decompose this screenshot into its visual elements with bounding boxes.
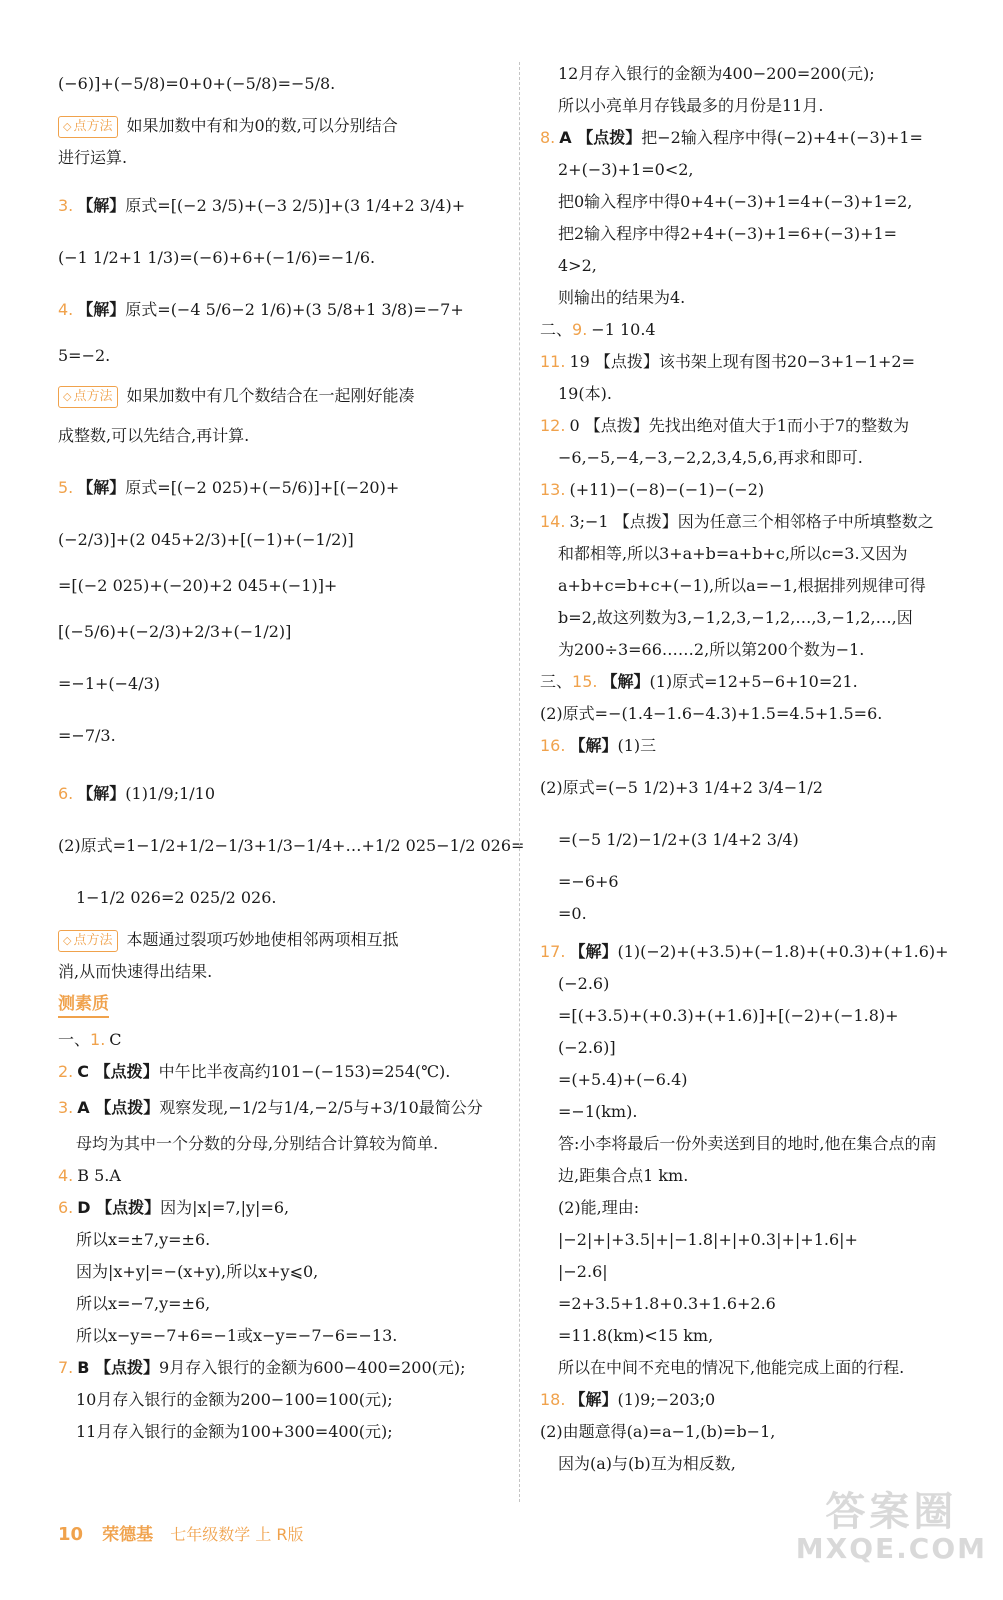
line-item — [540, 1352, 985, 1384]
line-item — [540, 186, 985, 218]
left-column — [58, 58, 525, 1448]
line-text: 边,距集合点1 km. — [558, 1166, 689, 1185]
line-item — [58, 462, 502, 514]
line-item — [58, 606, 502, 658]
watermark — [796, 1490, 987, 1564]
line-item — [58, 988, 502, 1024]
line-text: 因为(a)与(b)互为相反数, — [558, 1454, 736, 1473]
line-item — [540, 634, 985, 666]
line-item — [540, 154, 985, 186]
lightbulb-icon: ◇ — [63, 389, 72, 403]
line-item — [540, 250, 985, 282]
watermark-line1: 答案圈 — [825, 1489, 958, 1535]
question-number: 6. — [58, 1198, 74, 1217]
line-item — [58, 1256, 502, 1288]
line-text: b=2,故这列数为3,−1,2,3,−1,2,…,3,−1,2,…,因 — [558, 608, 913, 627]
line-item — [540, 730, 985, 762]
page-footer — [58, 1520, 304, 1545]
tip-text: 如果加数中有和为0的数,可以分别结合 — [126, 116, 398, 135]
line-text: =−7/3. — [58, 726, 116, 745]
line-item — [540, 1032, 985, 1064]
solution-label: 【解】 — [569, 1390, 618, 1409]
line-item — [540, 814, 985, 866]
solution-label: 【解】 — [569, 942, 618, 961]
line-item — [540, 1256, 985, 1288]
question-text: (+11)−(−8)−(−1)−(−2) — [569, 480, 765, 499]
question-text: 0 【点拨】先找出绝对值大于1而小于7的整数为 — [569, 416, 910, 435]
line-text: =0. — [558, 904, 587, 923]
line-text: a+b+c=b+c+(−1),所以a=−1,根据排列规律可得 — [558, 576, 926, 595]
line-item — [540, 218, 985, 250]
question-number: 7. — [58, 1358, 74, 1377]
line-item — [540, 602, 985, 634]
tip-text: 本题通过裂项巧妙地使相邻两项相互抵 — [126, 930, 399, 949]
line-text: 所以x=−7,y=±6, — [76, 1294, 211, 1313]
line-item — [58, 956, 502, 988]
line-item — [540, 410, 985, 442]
method-tip-tag: ◇ 点方法 — [58, 930, 118, 952]
line-text: 5=−2. — [58, 346, 111, 365]
line-text: 把0输入程序中得0+4+(−3)+1=4+(−3)+1=2, — [558, 192, 913, 211]
column-divider — [519, 62, 520, 1502]
line-text: 所以x−y=−7+6=−1或x−y=−7−6=−13. — [76, 1326, 398, 1345]
line-text: |−2.6| — [558, 1262, 608, 1281]
line-item — [58, 1128, 502, 1160]
line-text: (−2.6) — [558, 974, 610, 993]
method-tip-tag: ◇ 点方法 — [58, 386, 118, 408]
answer-choice: C — [77, 1062, 95, 1081]
answer-choice: D — [77, 1198, 97, 1217]
question-text: C — [109, 1030, 122, 1049]
line-text: =2+3.5+1.8+0.3+1.6+2.6 — [558, 1294, 776, 1313]
line-item — [58, 284, 502, 336]
book-subtitle: 七年级数学 上 R版 — [170, 1525, 304, 1544]
question-text: 3;−1 【点拨】因为任意三个相邻格子中所填整数之 — [569, 512, 934, 531]
line-text: |−2|+|+3.5|+|−1.8|+|+0.3|+|+1.6|+ — [558, 1230, 858, 1249]
question-text: 中午比半夜高约101−(−153)=254(℃). — [158, 1062, 451, 1081]
line-item — [58, 820, 525, 872]
solution-label: 【点拨】 — [577, 128, 642, 147]
question-number: 3. — [58, 1098, 74, 1117]
question-number: 5. — [58, 478, 74, 497]
question-text: (1)(−2)+(+3.5)+(−1.8)+(+0.3)+(+1.6)+ — [617, 942, 949, 961]
section-prefix: 二、 — [540, 320, 573, 339]
line-text: 所以在中间不充电的情况下,他能完成上面的行程. — [558, 1358, 905, 1377]
line-item — [540, 1288, 985, 1320]
question-number: 11. — [540, 352, 566, 371]
line-text: 12月存入银行的金额为400−200=200(元); — [558, 64, 875, 83]
solution-label: 【解】 — [601, 672, 650, 691]
solution-label: 【点拨】 — [94, 1062, 159, 1081]
question-text: (1)原式=12+5−6+10=21. — [649, 672, 858, 691]
section-prefix: 一、 — [58, 1030, 91, 1049]
line-text: (2)由题意得(a)=a−1,(b)=b−1, — [540, 1422, 776, 1441]
line-text: =[(+3.5)+(+0.3)+(+1.6)]+[(−2)+(−1.8)+ — [558, 1006, 899, 1025]
line-item — [58, 1416, 502, 1448]
line-item — [540, 666, 985, 698]
answer-choice: A — [559, 128, 578, 147]
line-text: =[(−2 025)+(−20)+2 045+(−1)]+ — [58, 576, 338, 595]
solution-label: 【解】 — [77, 478, 126, 497]
section-prefix: 三、 — [540, 672, 573, 691]
line-item — [540, 506, 985, 538]
question-text: 观察发现,−1/2与1/4,−2/5与+3/10最简公分 — [159, 1098, 483, 1117]
line-item — [58, 1384, 502, 1416]
question-number: 3. — [58, 196, 74, 215]
line-item — [540, 122, 985, 154]
question-number: 16. — [540, 736, 566, 755]
question-text: 原式=[(−2 025)+(−5/6)]+[(−20)+ — [125, 478, 400, 497]
line-text: 为200÷3=66……2,所以第200个数为−1. — [558, 640, 865, 659]
line-item — [540, 538, 985, 570]
line-item — [540, 442, 985, 474]
line-text: (2)原式=1−1/2+1/2−1/3+1/3−1/4+…+1/2 025−1/2 026= — [58, 836, 525, 855]
line-item — [540, 1128, 985, 1160]
line-text: (2)原式=−(1.4−1.6−4.3)+1.5=4.5+1.5=6. — [540, 704, 883, 723]
line-text: =11.8(km)<15 km, — [558, 1326, 714, 1345]
line-item — [540, 1160, 985, 1192]
line-item — [540, 968, 985, 1000]
line-text: 1−1/2 026=2 025/2 026. — [76, 888, 277, 907]
line-item — [540, 762, 985, 814]
question-number: 14. — [540, 512, 566, 531]
question-number: 1. — [90, 1030, 106, 1049]
line-text: 11月存入银行的金额为100+300=400(元); — [76, 1422, 393, 1441]
line-item — [58, 514, 502, 566]
line-item — [58, 1056, 502, 1088]
question-number: 12. — [540, 416, 566, 435]
line-item — [58, 1088, 502, 1128]
section-title: 测素质 — [58, 992, 109, 1018]
line-text: 和都相等,所以3+a+b=a+b+c,所以c=3.又因为 — [558, 544, 908, 563]
solution-label: 【解】 — [77, 784, 126, 803]
line-text: −6,−5,−4,−3,−2,2,3,4,5,6,再求和即可. — [558, 448, 863, 467]
lightbulb-icon: ◇ — [63, 933, 72, 947]
line-item — [58, 110, 502, 142]
line-text: 19(本). — [558, 384, 612, 403]
line-text: 则输出的结果为4. — [558, 288, 686, 307]
line-item — [58, 336, 502, 376]
question-number: 18. — [540, 1390, 566, 1409]
question-number: 15. — [572, 672, 598, 691]
answer-choice: A — [77, 1098, 96, 1117]
line-text: 母均为其中一个分数的分母,分别结合计算较为简单. — [76, 1134, 439, 1153]
line-text: (−2/3)]+(2 045+2/3)+[(−1)+(−1/2)] — [58, 530, 354, 549]
line-text: 所以x=±7,y=±6. — [76, 1230, 211, 1249]
line-item — [540, 314, 985, 346]
line-text: 所以小亮单月存钱最多的月份是11月. — [558, 96, 824, 115]
line-text: =−1+(−4/3) — [58, 674, 161, 693]
line-text: 因为|x+y|=−(x+y),所以x+y⩽0, — [76, 1262, 319, 1281]
line-item — [58, 1288, 502, 1320]
question-number: 13. — [540, 480, 566, 499]
line-text: 4>2, — [558, 256, 597, 275]
line-item — [58, 658, 502, 710]
question-number: 2. — [58, 1062, 74, 1081]
question-text: B 5.A — [77, 1166, 121, 1185]
answer-choice: B — [77, 1358, 96, 1377]
line-item — [540, 58, 985, 90]
line-item — [58, 1320, 502, 1352]
line-text: 成整数,可以先结合,再计算. — [58, 426, 250, 445]
question-number: 6. — [58, 784, 74, 803]
solution-label: 【点拨】 — [95, 1098, 160, 1117]
line-item — [58, 924, 502, 956]
solution-label: 【点拨】 — [95, 1358, 160, 1377]
line-item — [58, 566, 502, 606]
line-item — [540, 1448, 985, 1480]
line-text: 进行运算. — [58, 148, 128, 167]
line-item — [540, 346, 985, 378]
line-item — [58, 58, 502, 110]
line-item — [540, 1000, 985, 1032]
line-text: (−1 1/2+1 1/3)=(−6)+6+(−1/6)=−1/6. — [58, 248, 376, 267]
line-text: 答:小李将最后一份外卖送到目的地时,他在集合点的南 — [558, 1134, 937, 1153]
line-item — [58, 872, 502, 924]
solution-label: 【点拨】 — [96, 1198, 161, 1217]
question-number: 8. — [540, 128, 556, 147]
line-text: 2+(−3)+1=0<2, — [558, 160, 694, 179]
question-number: 17. — [540, 942, 566, 961]
solution-label: 【解】 — [569, 736, 618, 755]
line-item — [58, 1352, 502, 1384]
page-number: 10 — [58, 1524, 84, 1545]
line-item — [540, 1416, 985, 1448]
solution-label: 【解】 — [77, 300, 126, 319]
line-item — [540, 1384, 985, 1416]
line-item — [58, 232, 502, 284]
line-text: =−6+6 — [558, 872, 619, 891]
line-item — [58, 416, 502, 456]
question-text: (1)9;−203;0 — [617, 1390, 716, 1409]
line-text: =−1(km). — [558, 1102, 638, 1121]
question-text: 19 【点拨】该书架上现有图书20−3+1−1+2= — [569, 352, 916, 371]
watermark-line2: MXQE.COM — [795, 1532, 987, 1565]
line-item — [540, 282, 985, 314]
line-item — [540, 1320, 985, 1352]
line-text: =(−5 1/2)−1/2+(3 1/4+2 3/4) — [558, 830, 799, 849]
question-text: 因为|x|=7,|y|=6, — [160, 1198, 290, 1217]
line-item — [540, 1224, 985, 1256]
line-item — [540, 936, 985, 968]
line-item — [540, 866, 985, 898]
line-item — [58, 1192, 502, 1224]
line-text: (−6)]+(−5/8)=0+0+(−5/8)=−5/8. — [58, 74, 336, 93]
line-text: (−2.6)] — [558, 1038, 616, 1057]
question-text: 把−2输入程序中得(−2)+4+(−3)+1= — [641, 128, 923, 147]
line-item — [58, 1160, 502, 1192]
line-item — [540, 698, 985, 730]
line-item — [58, 142, 502, 174]
line-text: (2)能,理由: — [558, 1198, 640, 1217]
line-item — [540, 474, 985, 506]
question-text: (1)三 — [617, 736, 657, 755]
line-text: =(+5.4)+(−6.4) — [558, 1070, 688, 1089]
solution-label: 【解】 — [77, 196, 126, 215]
line-item — [58, 1024, 502, 1056]
line-item — [58, 710, 502, 762]
line-item — [58, 376, 502, 416]
question-text: 原式=[(−2 3/5)+(−3 2/5)]+(3 1/4+2 3/4)+ — [125, 196, 466, 215]
question-text: (1)1/9;1/10 — [125, 784, 216, 803]
tip-text: 如果加数中有几个数结合在一起刚好能凑 — [126, 386, 415, 405]
line-text: 消,从而快速得出结果. — [58, 962, 213, 981]
line-text: 把2输入程序中得2+4+(−3)+1=6+(−3)+1= — [558, 224, 898, 243]
line-text: 10月存入银行的金额为200−100=100(元); — [76, 1390, 393, 1409]
line-item — [540, 570, 985, 602]
question-text: 9月存入银行的金额为600−400=200(元); — [159, 1358, 466, 1377]
line-text: [(−5/6)+(−2/3)+2/3+(−1/2)] — [58, 622, 292, 641]
line-item — [540, 378, 985, 410]
line-item — [540, 1096, 985, 1128]
line-item — [540, 898, 985, 930]
question-number: 9. — [572, 320, 588, 339]
method-tip-tag: ◇ 点方法 — [58, 116, 118, 138]
line-item — [540, 1064, 985, 1096]
question-number: 4. — [58, 1166, 74, 1185]
line-item — [540, 1192, 985, 1224]
line-item — [58, 180, 502, 232]
line-item — [58, 768, 502, 820]
question-text: −1 10.4 — [591, 320, 656, 339]
right-column — [540, 58, 985, 1480]
line-item — [58, 1224, 502, 1256]
brand-logo: 荣德基 — [102, 1525, 154, 1545]
line-item — [540, 90, 985, 122]
question-text: 原式=(−4 5/6−2 1/6)+(3 5/8+1 3/8)=−7+ — [125, 300, 464, 319]
lightbulb-icon: ◇ — [63, 119, 72, 133]
line-text: (2)原式=(−5 1/2)+3 1/4+2 3/4−1/2 — [540, 778, 823, 797]
question-number: 4. — [58, 300, 74, 319]
